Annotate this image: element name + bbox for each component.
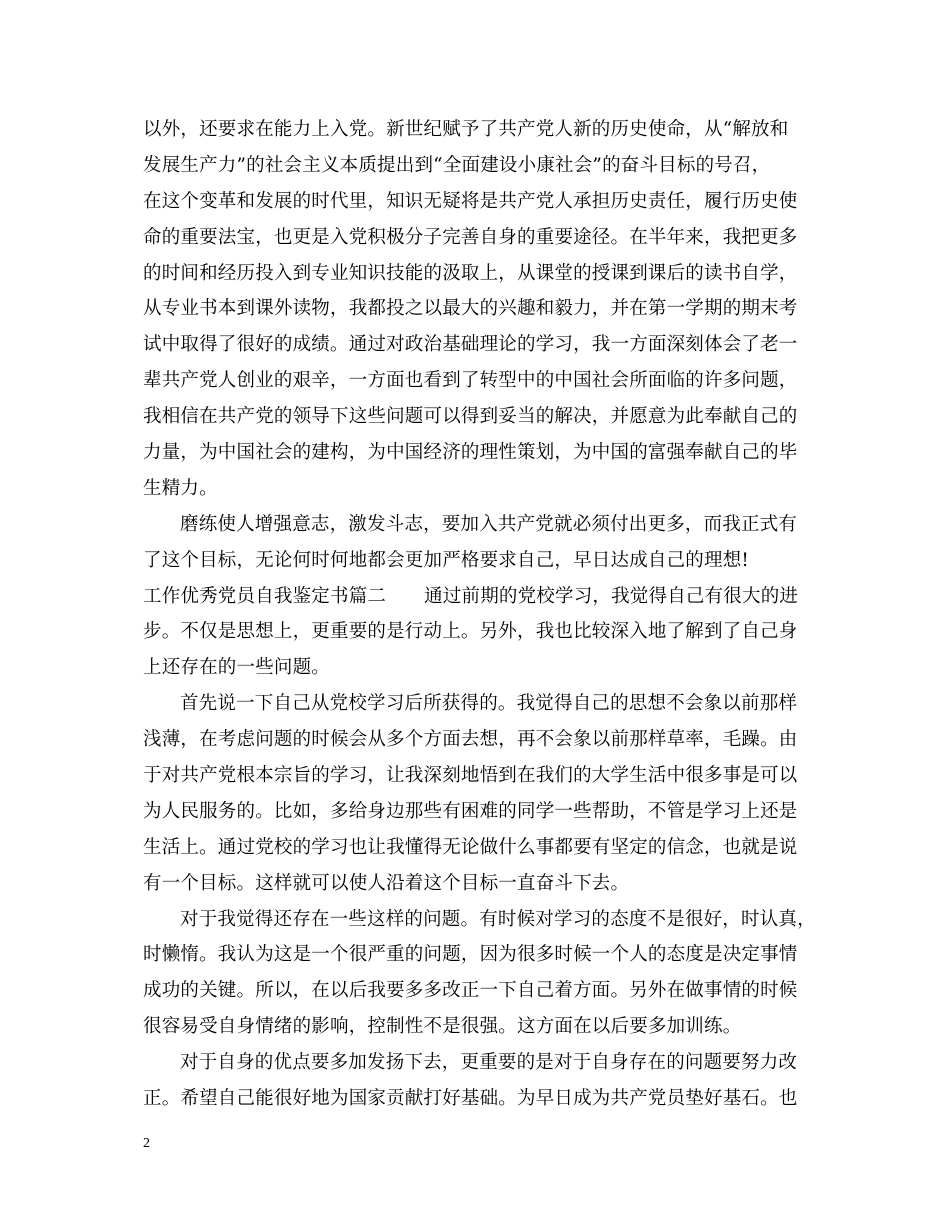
section-heading: 工作优秀党员自我鉴定书篇二 xyxy=(143,585,387,607)
text-line: 上还存在的一些问题。 xyxy=(143,657,331,679)
text-line: 生活上。通过党校的学习也让我懂得无论做什么事都要有坚定的信念，也就是说 xyxy=(143,836,798,858)
text-line: 从专业书本到课外读物，我都投之以最大的兴趣和毅力，并在第一学期的期末考 xyxy=(143,298,798,320)
text-line: 正。希望自己能很好地为国家贡献打好基础。为早日成为共产党员垫好基石。也 xyxy=(143,1088,798,1110)
text-line: 以外，还要求在能力上入党。新世纪赋予了共产党人新的历史使命，从“解放和 xyxy=(143,119,789,140)
text-line: 了这个目标，无论何时何地都会更加严格要求自己，早日达成自己的理想! xyxy=(143,549,750,571)
paragraph xyxy=(143,902,815,1046)
text-line: 的时间和经历投入到专业知识技能的汲取上，从课堂的授课到课后的读书自学， xyxy=(143,262,798,284)
text-line: 首先说一下自己从党校学习后所获得的。我觉得自己的思想不会象以前那样 xyxy=(180,693,798,715)
text-line: 为人民服务的。比如，多给身边那些有困难的同学一些帮助，不管是学习上还是 xyxy=(143,800,798,822)
text-line: 时懒惰。我认为这是一个很严重的问题，因为很多时候一个人的态度是决定事情 xyxy=(143,944,798,966)
text-line: 步。不仅是思想上，更重要的是行动上。另外，我也比较深入地了解到了自己身 xyxy=(143,621,798,643)
text-line: 在这个变革和发展的时代里，知识无疑将是共产党人承担历史责任，履行历史使 xyxy=(143,190,798,212)
text-line: 很容易受自身情绪的影响，控制性不是很强。这方面在以后要多加训练。 xyxy=(143,1016,742,1038)
text-line: 生精力。 xyxy=(143,477,218,499)
text-line: 浅薄，在考虑问题的时候会从多个方面去想，再不会象以前那样草率，毛躁。由 xyxy=(143,729,798,751)
heading-line xyxy=(143,579,815,615)
document-body xyxy=(143,112,815,1117)
text-line: 成功的关键。所以，在以后我要多多改正一下自己着方面。另外在做事情的时候 xyxy=(143,980,798,1002)
text-line: 命的重要法宝，也更是入党积极分子完善自身的重要途径。在半年来，我把更多 xyxy=(143,226,798,248)
text-line: 试中取得了很好的成绩。通过对政治基础理论的学习，我一方面深刻体会了老一 xyxy=(143,334,798,356)
text-line: 我相信在共产党的领导下这些问题可以得到妥当的解决，并愿意为此奉献自己的 xyxy=(143,406,798,428)
text-line: 发展生产力”的社会主义本质提出到“全面建设小康社会”的奋斗目标的号召， xyxy=(143,154,771,176)
paragraph xyxy=(143,112,815,507)
text-line: 对于我觉得还存在一些这样的问题。有时候对学习的态度不是很好，时认真， xyxy=(180,908,816,930)
paragraph xyxy=(143,686,815,901)
paragraph xyxy=(143,1045,815,1117)
text-line: 通过前期的党校学习，我觉得自己有很大的进 xyxy=(424,585,799,607)
paragraph xyxy=(143,507,815,579)
text-line: 于对共产党根本宗旨的学习，让我深刻地悟到在我们的大学生活中很多事是可以 xyxy=(143,765,798,787)
text-line: 有一个目标。这样就可以使人沿着这个目标一直奋斗下去。 xyxy=(143,872,630,894)
text-line: 力量，为中国社会的建构，为中国经济的理性策划，为中国的富强奉献自己的毕 xyxy=(143,442,798,464)
text-line: 对于自身的优点要多加发扬下去，更重要的是对于自身存在的问题要努力改 xyxy=(180,1052,798,1074)
paragraph xyxy=(143,579,815,687)
page-number: 2 xyxy=(143,1136,150,1151)
text-line: 磨练使人增强意志，激发斗志，要加入共产党就必须付出更多，而我正式有 xyxy=(180,513,798,535)
text-line: 辈共产党人创业的艰辛，一方面也看到了转型中的中国社会所面临的许多问题， xyxy=(143,370,798,392)
